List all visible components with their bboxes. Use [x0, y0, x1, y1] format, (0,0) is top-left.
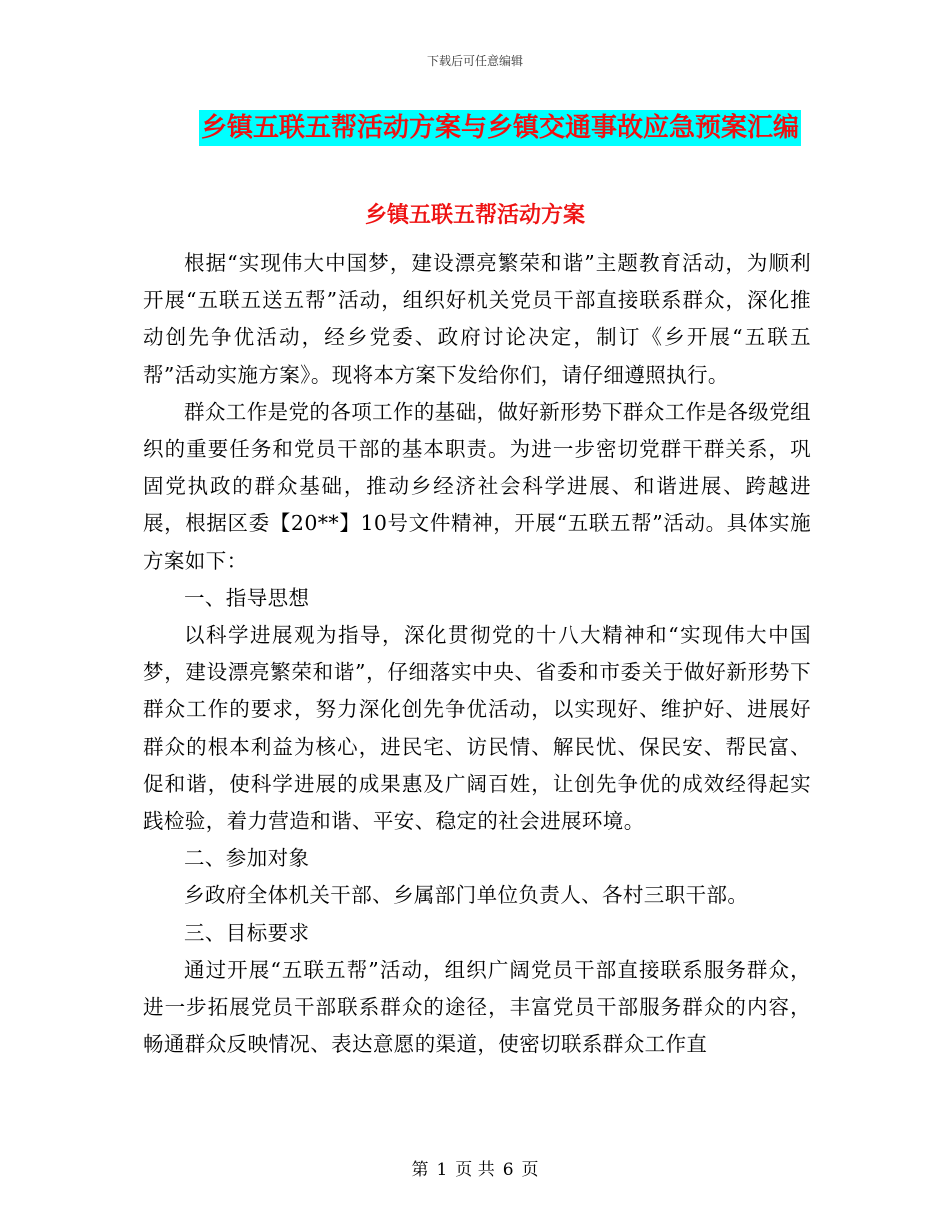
- paragraph: 乡政府全体机关干部、乡属部门单位负责人、各村三职干部。: [184, 883, 749, 908]
- paragraph: 以科学进展观为指导，深化贯彻党的十八大精神和“实现伟大中国梦，建设漂亮繁荣和谐”，仔细落实中央、省委和市委关于做好新形势下群众工作的要求，努力深化创先争优活动，以实现好、维护好、进展好群众的根本利益为核心，进民宅、访民情、解民忧、保民安、帮民富、促和谐，使科学进展的成果惠及广阔百姓，让创先争优的成效经得起实践检验，着力营造和谐、平安、稳定的社会进展环境。: [143, 623, 811, 834]
- paragraph: 群众工作是党的各项工作的基础，做好新形势下群众工作是各级党组织的重要任务和党员干部的基本职责。为进一步密切党群干群关系，巩固党执政的群众基础，推动乡经济社会科学进展、和谐进展、跨越进展，根据区委【20**】10号文件精神，开展“五联五帮”活动。具体实施方案如下：: [143, 399, 811, 573]
- page-current: 1: [436, 1160, 448, 1180]
- page-total: 6: [502, 1160, 514, 1180]
- page-prefix: 第: [411, 1160, 429, 1180]
- section-heading: 一、指导思想: [184, 585, 310, 610]
- paragraph: 通过开展“五联五帮”活动，组织广阔党员干部直接联系服务群众，进一步拓展党员干部联系群众的途径，丰富党员干部服务群众的内容，畅通群众反映情况、表达意愿的渠道，使密切联系群众工作直: [143, 957, 811, 1057]
- section-heading: 三、目标要求: [184, 920, 310, 945]
- document-main-title: 乡镇五联五帮活动方案与乡镇交通事故应急预案汇编: [199, 110, 801, 146]
- page-suffix: 页: [521, 1160, 539, 1180]
- document-body: [143, 245, 811, 1063]
- section-heading: 二、参加对象: [184, 846, 310, 871]
- section-title: 乡镇五联五帮活动方案: [364, 203, 585, 228]
- page-mid: 页 共: [455, 1160, 495, 1180]
- page-number-footer: [0, 1155, 950, 1180]
- main-title-container: [0, 110, 950, 146]
- page-header-note: 下载后可任意编辑: [426, 54, 523, 68]
- paragraph: 根据“实现伟大中国梦，建设漂亮繁荣和谐”主题教育活动，为顺利开展“五联五送五帮”活动，组织好机关党员干部直接联系群众，深化推动创先争优活动，经乡党委、政府讨论决定，制订《乡开展“五联五帮”活动实施方案》。现将本方案下发给你们，请仔细遵照执行。: [143, 251, 811, 387]
